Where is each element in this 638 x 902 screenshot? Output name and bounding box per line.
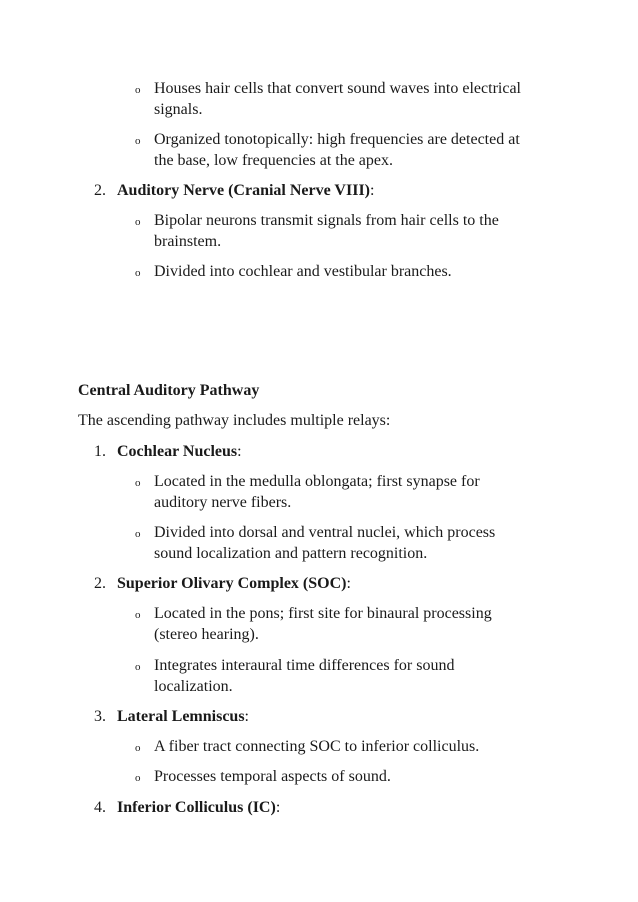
numbered-item-title [117,574,351,594]
item-title: Lateral Lemniscus [117,708,245,725]
list-item-text: (stereo hearing). [154,626,259,643]
item-title-suffix: : [244,708,249,725]
sub-bullet-marker: o [135,84,141,96]
list-item-text: the base, low frequencies at the apex. [154,152,394,169]
item-title: Inferior Colliculus (IC) [117,799,276,816]
list-item-text: auditory nerve fibers. [154,494,292,511]
sub-bullet-marker: o [135,609,141,621]
list-number: 4. [94,799,106,816]
item-title-suffix: : [275,799,281,816]
section-heading: Central Auditory Pathway [78,382,260,399]
sub-bullet-marker: o [135,661,141,673]
item-title-suffix: : [370,182,375,199]
list-item-text: Divided into dorsal and ventral nuclei, which process [154,524,496,541]
list-item-text: Located in the pons; first site for binaural processing [154,605,492,622]
numbered-item-title [117,181,374,201]
item-title: Auditory Nerve (Cranial Nerve VIII) [117,182,370,199]
list-item-text: Located in the medulla oblongata; first synapse for [154,473,480,490]
sub-bullet-marker: o [135,477,141,489]
sub-bullet-marker: o [135,267,141,279]
section-intro: The ascending pathway includes multiple relays: [78,412,391,429]
list-number: 3. [94,708,106,725]
item-title-suffix: : [237,443,242,460]
list-item-text: localization. [154,678,233,695]
sub-bullet-marker: o [135,135,141,147]
list-item-text: Processes temporal aspects of sound. [154,768,391,785]
sub-bullet-marker: o [135,216,141,228]
sub-bullet-marker: o [135,772,141,784]
item-title-suffix: : [346,575,351,592]
numbered-item-title [117,442,242,462]
numbered-item-title [117,798,280,818]
list-item-text: Bipolar neurons transmit signals from hair cells to the [154,212,499,229]
list-number: 2. [94,575,106,592]
list-number: 2. [94,182,106,199]
list-item-text: Divided into cochlear and vestibular branches. [154,263,452,280]
list-item-text: signals. [154,101,203,118]
item-title: Cochlear Nucleus [117,443,238,460]
numbered-item-title [117,707,249,727]
list-item-text: Integrates interaural time differences for sound [154,657,455,674]
list-item-text: Organized tonotopically: high frequencies are detected at [154,131,520,148]
sub-bullet-marker: o [135,742,141,754]
item-title: Superior Olivary Complex (SOC) [117,575,347,592]
sub-bullet-marker: o [135,528,141,540]
list-item-text: Houses hair cells that convert sound waves into electrical [154,80,521,97]
list-item-text: brainstem. [154,233,222,250]
list-item-text: sound localization and pattern recognition. [154,545,428,562]
list-number: 1. [94,443,106,460]
list-item-text: A fiber tract connecting SOC to inferior colliculus. [154,738,480,755]
